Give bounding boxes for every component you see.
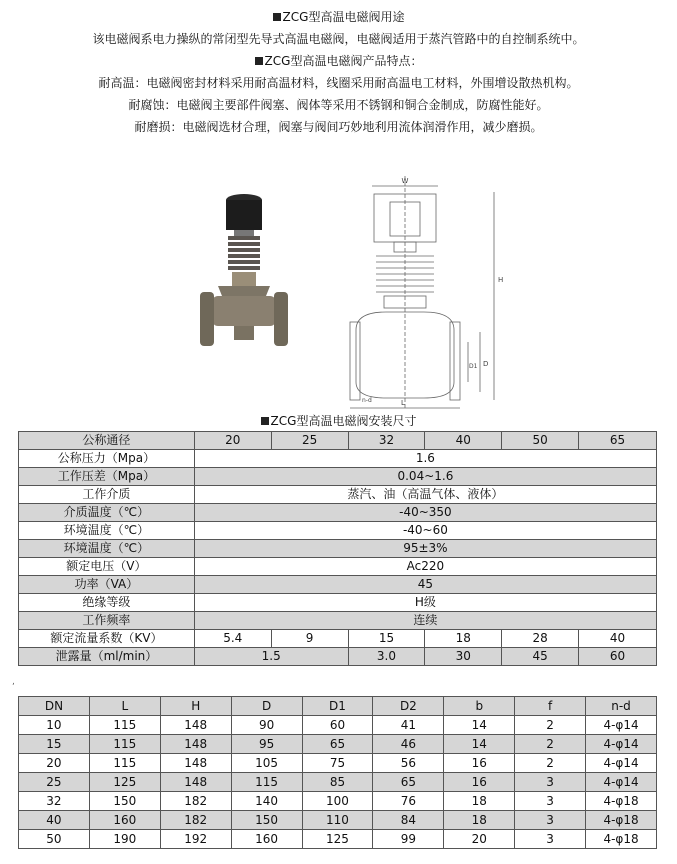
spec-value: Ac220 [194, 558, 656, 576]
left-flange [200, 292, 214, 346]
dim-cell: 4-φ14 [586, 754, 657, 773]
right-flange [274, 292, 288, 346]
spec-row [19, 558, 657, 576]
spec-value: 95±3% [194, 540, 656, 558]
spec-row [19, 612, 657, 630]
dim-cell: 41 [373, 716, 444, 735]
label-l: L [401, 399, 405, 407]
dim-cell: 18 [444, 792, 515, 811]
dim-cell: 10 [19, 716, 90, 735]
dim-cell: 150 [231, 811, 302, 830]
spec-row [19, 504, 657, 522]
label-nd: n-d [362, 397, 372, 404]
dim-cell: 3 [515, 792, 586, 811]
spec-row [19, 522, 657, 540]
dim-header: D2 [373, 697, 444, 716]
dim-header: n-d [586, 697, 657, 716]
spec-value: -40~350 [194, 504, 656, 522]
spec-label: 环境温度（℃） [19, 540, 195, 558]
dim-cell: 16 [444, 773, 515, 792]
spec-label: 介质温度（℃） [19, 504, 195, 522]
coil-body [226, 200, 262, 230]
dim-cell: 148 [160, 735, 231, 754]
spec-dn-row [19, 432, 657, 450]
spec-row [19, 468, 657, 486]
spec-row [19, 594, 657, 612]
dim-cell: 16 [444, 754, 515, 773]
spec-value: 0.04~1.6 [194, 468, 656, 486]
square-bullet-icon [255, 57, 263, 65]
dim-row [19, 792, 657, 811]
spec-row [19, 576, 657, 594]
dim-cell: 85 [302, 773, 373, 792]
dim-cell: 148 [160, 716, 231, 735]
dim-row [19, 735, 657, 754]
spec-caption [0, 413, 677, 429]
spec-caption-text: ZCG型高温电磁阀安装尺寸 [270, 414, 417, 428]
spec-label: 功率（VA） [19, 576, 195, 594]
kv-value: 28 [502, 630, 579, 648]
spec-row [19, 540, 657, 558]
leak-value: 30 [425, 648, 502, 666]
spec-label: 工作介质 [19, 486, 195, 504]
dimension-drawing [346, 172, 504, 414]
tick-mark: , [12, 677, 15, 687]
kv-value: 9 [271, 630, 348, 648]
feature-corrosion: 耐腐蚀：电磁阀主要部件阀塞、阀体等采用不锈钢和铜合金制成，防腐性能好。 [128, 98, 549, 112]
dim-cell: 105 [231, 754, 302, 773]
dim-cell: 3 [515, 830, 586, 849]
dim-header: b [444, 697, 515, 716]
dim-cell: 100 [302, 792, 373, 811]
dim-cell: 4-φ18 [586, 830, 657, 849]
dn-value: 50 [502, 432, 579, 450]
right-flange-outline [450, 322, 460, 400]
dim-header: L [89, 697, 160, 716]
left-flange-outline [350, 322, 360, 400]
dim-cell: 125 [302, 830, 373, 849]
dim-cell: 2 [515, 735, 586, 754]
dim-cell: 4-φ14 [586, 716, 657, 735]
spec-value: 蒸汽、油（高温气体、液体） [194, 486, 656, 504]
dim-cell: 115 [231, 773, 302, 792]
dn-value: 40 [425, 432, 502, 450]
dim-cell: 148 [160, 773, 231, 792]
dim-header: D [231, 697, 302, 716]
dim-header: D1 [302, 697, 373, 716]
use-text: 该电磁阀系电力操纵的常闭型先导式高温电磁阀，电磁阀适用于蒸汽管路中的自控制系统中。 [92, 32, 585, 46]
dim-header: f [515, 697, 586, 716]
dim-cell: 20 [444, 830, 515, 849]
dn-value: 20 [194, 432, 271, 450]
square-bullet-icon [273, 13, 281, 21]
kv-label: 额定流量系数（KV） [19, 630, 195, 648]
spec-table [18, 431, 657, 666]
leak-value: 3.0 [348, 648, 425, 666]
dim-cell: 18 [444, 811, 515, 830]
dim-cell: 76 [373, 792, 444, 811]
use-heading-line [0, 6, 677, 28]
dn-label: 公称通径 [19, 432, 195, 450]
dim-cell: 110 [302, 811, 373, 830]
spec-label: 绝缘等级 [19, 594, 195, 612]
dim-cell: 4-φ18 [586, 792, 657, 811]
coil-neck [234, 230, 254, 236]
kv-value: 15 [348, 630, 425, 648]
dim-cell: 148 [160, 754, 231, 773]
dim-cell: 140 [231, 792, 302, 811]
spec-label: 环境温度（℃） [19, 522, 195, 540]
dim-row [19, 773, 657, 792]
features-heading: ZCG型高温电磁阀产品特点： [264, 54, 423, 68]
dim-row [19, 716, 657, 735]
spec-label: 工作压差（Mpa） [19, 468, 195, 486]
spec-value: 45 [194, 576, 656, 594]
dim-header-row [19, 697, 657, 716]
label-d: D [483, 360, 489, 368]
spec-leak-row [19, 648, 657, 666]
dim-row [19, 811, 657, 830]
dim-cell: 160 [89, 811, 160, 830]
dim-cell: 115 [89, 716, 160, 735]
dim-cell: 150 [89, 792, 160, 811]
intro-section [0, 6, 677, 138]
spec-row [19, 486, 657, 504]
bonnet [232, 272, 256, 286]
spec-label: 工作频率 [19, 612, 195, 630]
body-outline [356, 312, 454, 398]
dim-row [19, 754, 657, 773]
spec-value: H级 [194, 594, 656, 612]
dim-cell: 2 [515, 754, 586, 773]
dimension-table [18, 696, 657, 849]
dim-cell: 15 [19, 735, 90, 754]
dim-cell: 182 [160, 792, 231, 811]
feature-heat: 耐高温：电磁阀密封材料采用耐高温材料，线圈采用耐高温电工材料，外围增设散热机构。 [98, 76, 579, 90]
dim-cell: 2 [515, 716, 586, 735]
dim-header: DN [19, 697, 90, 716]
dim-cell: 14 [444, 735, 515, 754]
dim-cell: 84 [373, 811, 444, 830]
kv-value: 5.4 [194, 630, 271, 648]
dim-cell: 99 [373, 830, 444, 849]
label-d1: D1 [469, 363, 478, 370]
leak-value: 45 [502, 648, 579, 666]
kv-value: 40 [579, 630, 657, 648]
dim-cell: 3 [515, 811, 586, 830]
dim-cell: 14 [444, 716, 515, 735]
features-heading-line [0, 50, 677, 72]
dim-cell: 56 [373, 754, 444, 773]
leak-value: 60 [579, 648, 657, 666]
dim-cell: 50 [19, 830, 90, 849]
dim-cell: 4-φ14 [586, 773, 657, 792]
dim-cell: 46 [373, 735, 444, 754]
dim-cell: 182 [160, 811, 231, 830]
dim-cell: 95 [231, 735, 302, 754]
use-heading: ZCG型高温电磁阀用途 [282, 10, 405, 24]
spec-label: 公称压力（Mpa） [19, 450, 195, 468]
dn-value: 32 [348, 432, 425, 450]
dim-cell: 160 [231, 830, 302, 849]
bonnet-flange [218, 286, 270, 296]
cooling-fins [228, 236, 260, 270]
dim-cell: 4-φ18 [586, 811, 657, 830]
dn-value: 65 [579, 432, 657, 450]
spec-label: 额定电压（V） [19, 558, 195, 576]
dim-cell: 125 [89, 773, 160, 792]
label-h: H [498, 276, 504, 284]
dn-value: 25 [271, 432, 348, 450]
feature-wear: 耐磨损：电磁阀选材合理，阀塞与阀间巧妙地利用流体润滑作用，减少磨损。 [134, 120, 543, 134]
dim-row [19, 830, 657, 849]
dim-cell: 20 [19, 754, 90, 773]
dim-header: H [160, 697, 231, 716]
valve-photo [196, 188, 296, 358]
dim-cell: 115 [89, 754, 160, 773]
dim-cell: 40 [19, 811, 90, 830]
dim-cell: 115 [89, 735, 160, 754]
valve-base [234, 326, 254, 340]
spec-value: -40~60 [194, 522, 656, 540]
valve-body [212, 296, 276, 326]
dim-cell: 190 [89, 830, 160, 849]
label-w: W [401, 177, 409, 185]
leak-label: 泄露量（ml/min） [19, 648, 195, 666]
kv-value: 18 [425, 630, 502, 648]
dim-cell: 4-φ14 [586, 735, 657, 754]
dim-cell: 32 [19, 792, 90, 811]
dim-cell: 75 [302, 754, 373, 773]
spec-kv-row [19, 630, 657, 648]
leak-value: 1.5 [194, 648, 348, 666]
dim-cell: 192 [160, 830, 231, 849]
dim-cell: 60 [302, 716, 373, 735]
spec-row [19, 450, 657, 468]
spec-value: 1.6 [194, 450, 656, 468]
dim-cell: 25 [19, 773, 90, 792]
dim-cell: 65 [302, 735, 373, 754]
spec-value: 连续 [194, 612, 656, 630]
dim-cell: 65 [373, 773, 444, 792]
dim-cell: 3 [515, 773, 586, 792]
square-bullet-icon [261, 417, 269, 425]
dim-cell: 90 [231, 716, 302, 735]
